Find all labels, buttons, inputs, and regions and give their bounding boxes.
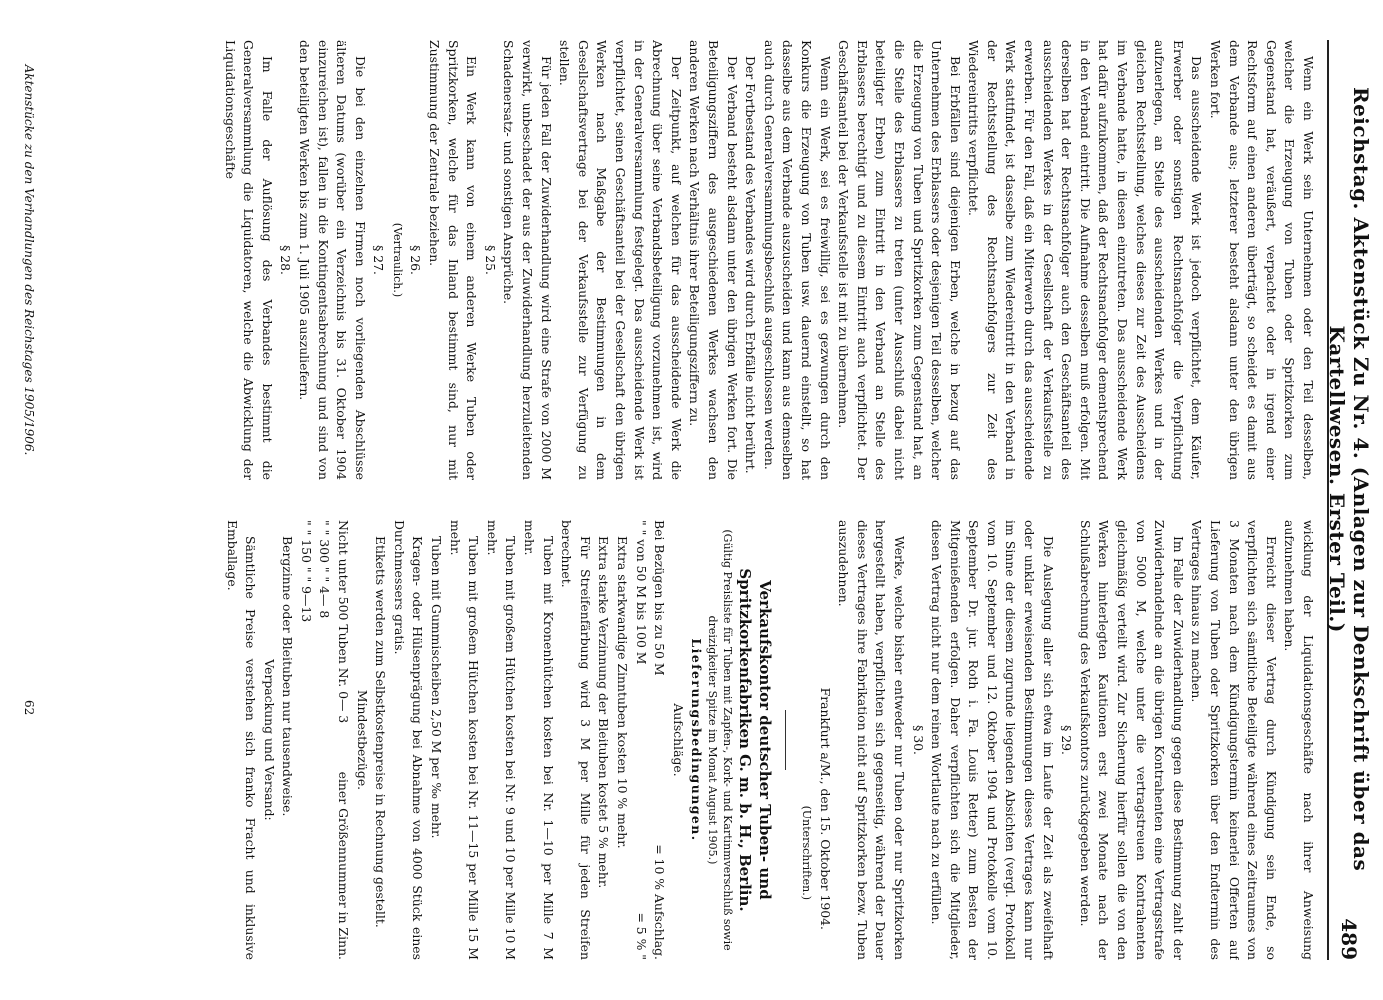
paragraph: Wenn ein Werk sein Unternehmen oder den Teil desselben, welcher die Erzeugung von Tuben oder Spritzkorken zum Gegenstand hat, veräußert, verpachtet oder in irgend einer Rechtsform auf einen anderen überträgt, so scheidet es damit aus dem Verbande aus; letzterer besteht alsdann unter den übrigen Werken fort. — [1208, 40, 1316, 480]
price-row — [631, 520, 650, 960]
paragraph: Erreicht dieser Vertrag durch Kündigung sein Ende, so verpflichten sich sämtliche Beteiligte während eines Zeitraumes von 3 Monaten nach dem Kündigungstermin keinerlei Offerten auf Lieferung von Tuben oder Spritzkorken über den Endtermin des Vertrages hinaus zu machen. — [1189, 520, 1279, 960]
page-header — [1325, 40, 1373, 960]
paragraph: Für Streifenfärbung wird 3 M per Mille für jeden Streifen berechnet. — [559, 520, 593, 960]
paragraph: Wenn ein Werk, sei es freiwillig, sei es gezwungen durch den Konkurs die Erzeugung von Tuben usw. dauernd einstellt, so hat dasselbe aus dem Verbande auszuscheiden und kann aus demselben auch durch Generalversammlungsbeschluß ausgeschlossen werden. — [761, 40, 833, 480]
row-value: einer Größennummer in Zinn. — [336, 771, 352, 960]
paragraph: Tuben mit großem Hütchen kosten bei Nr. 9 und 10 per Mille 10 M mehr. — [484, 520, 519, 960]
page-footer: Aktenstücke zu den Verhandlungen des Reichstages 1905/1906. — [22, 64, 36, 456]
section-title: § 27. — [371, 245, 387, 275]
row-label: " " 150 " " 9—13 — [298, 520, 314, 623]
paragraph: Die Auslegung aller sich etwa im Laufe der Zeit als zweifelhaft oder unklar erweisenden Bestimmungen dieses Vertrages kann nur im Sinne der diesem zugrunde liegenden Absichten (vergl. Protokoll vom 10. September und 12. Oktober 1904 und Protokolle vom 10. September Dr. jur. Roth i. Fa. Louis Retter) zum Besten der Mitgenießenden erfolgen. Daher verpflichten sich die Mitglieder, diesen Vertrag nicht nur dem reinen Wortlaute nach zu erfüllen. — [929, 520, 1056, 960]
section-subtitle: (Vertraulich.) — [390, 222, 404, 298]
paragraph: Etiketts werden zum Selbstkostenpreise in Rechnung gestellt. — [373, 536, 389, 928]
paragraph: Für jeden Fall der Zuwiderhandlung wird eine Strafe von 2000 M verwirkt, unbeschadet der aus der Zuwiderhandlung herzuleitenden Schadenersatz- und sonstigen Ansprüche. — [501, 40, 554, 480]
section-title: § 25. — [482, 245, 498, 275]
page-title: Reichstag. Aktenstück Zu Nr. 4. (Anlagen zur Denkschrift über das Kartellwesen. Erster Teil.) — [1325, 86, 1373, 872]
paragraph: Tuben mit Kronenhütchen kosten bei Nr. 1—10 per Mille 7 M mehr. — [522, 520, 556, 960]
row-label: " " von 50 M bis 100 M — [633, 520, 649, 665]
price-row — [650, 520, 669, 960]
paragraph: Sämtliche Preise verstehen sich franko Fracht und inklusive Emballage. — [224, 520, 259, 960]
minimum-row — [296, 520, 315, 960]
paragraph: wicklung der Liquidationsgeschäfte nach ihrer Anweisung aufzunehmen haben. — [1282, 520, 1316, 960]
paragraph: Bergzinne oder Bleituben nur tausendweise. — [280, 536, 296, 817]
subheading: Verpackung und Versand: — [261, 659, 277, 821]
paragraph: Der Verband besteht alsdann unter den übrigen Werken fort. Die Beteiligungsziffern des ausgeschiedenen Werkes wachsen den anderen Werken nach Verhältnis ihrer Beteiligungsziffern zu. — [687, 40, 740, 480]
heading-note: (Gültig Preisliste für Tuben mit Zapfen-, Kork- und Kartinmverschluß sowie dreizigkeiter Spitze im Monat August 1905.) — [706, 529, 735, 951]
paragraph: Tuben mit Gummischeiben 2,50 M per ‰ mehr. — [429, 536, 445, 839]
row-value: = 5 % " — [633, 912, 649, 960]
signature-line: Frankfurt a/M., den 15. Oktober 1904. — [817, 687, 833, 930]
right-column — [50, 520, 1317, 960]
section-title: § 28. — [278, 245, 294, 275]
footer-page-number: 62 — [22, 700, 36, 716]
paragraph: Tuben mit großem Hütchen kosten bei Nr. 11—15 per Mille 15 M mehr. — [447, 520, 482, 960]
minimum-row — [334, 520, 353, 960]
paragraph: Ein Werk kann von einem anderen Werke Tuben oder Spritzkorken, welche für das Inland bestimmt sind, nur mit Zustimmung der Zentrale beziehen. — [427, 40, 480, 480]
paragraph: Extra starke Verzinnung der Bleituben kostet 5 % mehr. — [596, 536, 612, 889]
paragraph: Das ausscheidende Werk ist jedoch verpflichtet, dem Käufer, Erwerber oder sonstigen Rechtsnachfolger die Verpflichtung aufzuerlegen, an Stelle des ausscheidenden Werkes und in der gleichen Rechtsstellung, welches dieses zur Zeit des Ausscheidens im Verbande hatte, in diesen einzutreten. Das ausscheidende Werk hat dafür aufzukommen, daß der Rechtsnachfolger dementsprechend in den Verband eintritt. Die Aufnahme desselben muß erfolgen. Mit derselben hat der Rechtsnachfolger auch den Geschäftsanteil des ausscheidenden Werkes in der Gesellschaft der Verkaufsstelle zu erwerben. Für den Fall, daß ein Miterwerb durch das ausscheidende Werk stattfindet, ist dasselbe zum Wiedereintritt in den Verband in der Rechtsstellung des Rechtsnachfolgers zur Zeit des Wiedereintritts verpflichtet. — [966, 40, 1205, 480]
paragraph: Werke, welche bisher entweder nur Tuben oder nur Spritzkorken hergestellt haben, verpflichten sich gegenseitig, während der Dauer dieses Vertrages ihre Fabrikation nicht auf Spritzkorken bezw. Tuben auszudehnen. — [836, 520, 907, 960]
row-label: Bei Bezügen bis zu 50 M — [652, 520, 668, 676]
paragraph: Die bei den einzelnen Firmen noch vorliegenden Abschlüsse älteren Datums (worüber ein Verzeichnis bis 31. Oktober 1904 einzureichen ist), fallen in die Kontingentsabrechnung und sind von den beteiligten Werken bis zum 1. Juli 1905 auszuliefern. — [296, 40, 368, 480]
company-heading: Verkaufskontor deutscher Tuben- und Spritzkorkenfabriken G. m. b. H., Berlin. — [736, 568, 775, 912]
left-column — [50, 40, 1317, 480]
paragraph: Der Zeitpunkt, auf welchen für das ausscheidende Werk die Abrechnung über seine Verbandsbeteiligung vorzunehmen ist, wird in der Generalversammlung festgelegt. Das ausscheidende Werk ist verpflichtet, seinen Geschäftsanteil bei der Gesellschaft den übrigen Werken nach Maßgabe der Bestimmungen in dem Gesellschaftsvertrage bei der Verkaufsstelle zur Verfügung zu stellen. — [557, 40, 684, 480]
paragraph: Im Falle der Zuwiderhandlung gegen diese Bestimmung zahlt der Zuwiderhandelnde an die übrigen Kontrahenten eine Vertragsstrafe von 5000 M, welche unter die vertragstreuen Kontrahenten gleichmäßig verteilt wird. Zur Sicherung hierfür sollen die von den Werken hinterlegten Kautionen erst zwei Monate nach der Schlußabrechnung des Verkaufskontors zurückgegeben werden. — [1077, 520, 1186, 960]
signature-note: (Unterschriften.) — [799, 805, 813, 900]
paragraph: Extra starkwandige Zinntuben kosten 10 % mehr. — [615, 536, 630, 849]
divider — [785, 710, 786, 770]
section-title: § 30. — [910, 725, 926, 755]
section-title: § 29. — [1059, 725, 1075, 755]
section-title: § 26. — [408, 245, 424, 275]
subheading: Aufschläge. — [670, 703, 686, 777]
paragraph: Der Fortbestand des Verbandes wird durch Erbfälle nicht berührt. — [743, 56, 759, 474]
subheading: Mindestbezüge. — [354, 689, 370, 791]
paragraph: Kragen- oder Hülsenprägung bei Abnahme von 4000 Stück eines Durchmessers gratis. — [391, 520, 426, 960]
page-number: 489 — [1337, 918, 1361, 960]
row-label: Nicht unter 500 Tuben Nr. 0— 3 — [336, 520, 352, 724]
paragraph: Im Falle der Auflösung des Verbandes bestimmt die Generalversammlung die Liquidatoren, welche die Abwicklung der Liquidationsgeschäfte — [222, 40, 275, 480]
paragraph: Bei Erbfällen sind diejenigen Erben, welche in bezug auf das Unternehmen des Erblassers oder desjenigen Teil desselben, welcher die Erzeugung von Tuben und Spritzkorken zum Gegenstand hat, an die Stelle des Erblassers zu treten (unter Ausschluß dabei nicht beteiligter Erben) zum Eintritt in den Verband an Stelle des Erblassers berechtigt und zu diesem Eintritt auch verpflichtet. Der Geschäftsanteil bei der Verkaufsstelle ist mit zu übernehmen. — [836, 40, 963, 480]
row-value: = 10 % Aufschlag. — [652, 844, 668, 960]
subheading: Lieferungsbedingungen. — [689, 638, 705, 842]
row-label: " " 300 " " 4— 8 — [317, 520, 333, 619]
minimum-row — [315, 520, 334, 960]
